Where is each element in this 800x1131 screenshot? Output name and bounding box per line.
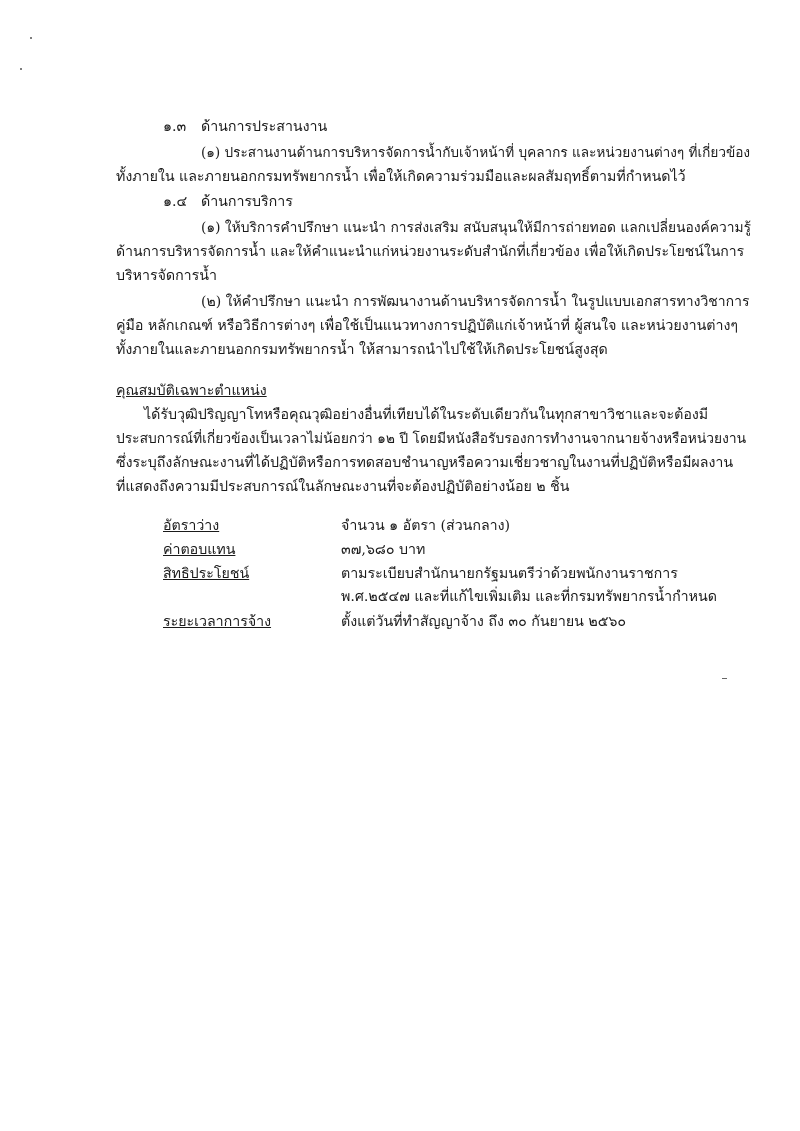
section-1-3-title: ด้านการประสานงาน bbox=[201, 119, 328, 135]
rate-label: อัตราว่าง bbox=[163, 518, 220, 534]
scan-speck bbox=[20, 68, 22, 70]
scan-speck bbox=[30, 37, 32, 39]
rate-value: จำนวน ๑ อัตรา (ส่วนกลาง) bbox=[341, 518, 511, 534]
section-1-4-item-1-line-3: บริหารจัดการน้ำ bbox=[116, 268, 217, 284]
section-1-4-item-2-line-2: คู่มือ หลักเกณฑ์ หรือวิธีการต่างๆ เพื่อใช้เป็นแนวทางการปฏิบัติแก่เจ้าหน้าที่ ผู้สนใจ และหน่วยงานต่างๆ bbox=[116, 318, 739, 334]
qualifications-line-2: ประสบการณ์ที่เกี่ยวข้องเป็นเวลาไม่น้อยกว่า ๑๒ ปี โดยมีหนังสือรับรองการทำงานจากนายจ้างหรือหน่วยงาน bbox=[116, 431, 747, 447]
section-1-3-item-1-line-1: (๑) ประสานงานด้านการบริหารจัดการน้ำกับเจ้าหน้าที่ บุคลากร และหน่วยงานต่างๆ ที่เกี่ยวข้อง bbox=[201, 145, 751, 161]
section-1-4-item-2-line-1: (๒) ให้คำปรึกษา แนะนำ การพัฒนางานด้านบริหารจัดการน้ำ ในรูปแบบเอกสารทางวิชาการ bbox=[201, 294, 750, 310]
benefits-label: สิทธิประโยชน์ bbox=[163, 566, 250, 582]
section-1-4-number: ๑.๔ bbox=[163, 194, 188, 210]
section-1-3-item-1-line-2: ทั้งภายใน และภายนอกกรมทรัพยากรน้ำ เพื่อให้เกิดความร่วมมือและผลสัมฤทธิ์ตามที่กำหนดไว้ bbox=[116, 169, 686, 185]
term-label: ระยะเวลาการจ้าง bbox=[163, 614, 272, 630]
section-1-4-item-1-line-1: (๑) ให้บริการคำปรึกษา แนะนำ การส่งเสริม สนับสนุนให้มีการถ่ายทอด แลกเปลี่ยนองค์ความรู้ bbox=[201, 220, 752, 236]
term-value: ตั้งแต่วันที่ทำสัญญาจ้าง ถึง ๓๐ กันยายน ๒๕๖๐ bbox=[341, 614, 627, 630]
qualifications-heading: คุณสมบัติเฉพาะตำแหน่ง bbox=[116, 383, 267, 399]
qualifications-line-4: ที่แสดงถึงความมีประสบการณ์ในลักษณะงานที่จะต้องปฏิบัติอย่างน้อย ๒ ชิ้น bbox=[116, 479, 570, 495]
benefits-value-line-2: พ.ศ.๒๕๔๗ และที่แก้ไขเพิ่มเติม และที่กรมทรัพยากรน้ำกำหนด bbox=[341, 589, 717, 605]
benefits-value-line-1: ตามระเบียบสำนักนายกรัฐมนตรีว่าด้วยพนักงานราชการ bbox=[341, 566, 678, 582]
qualifications-line-1: ได้รับวุฒิปริญญาโทหรือคุณวุฒิอย่างอื่นที่เทียบได้ในระดับเดียวกันในทุกสาขาวิชาและจะต้องมี bbox=[144, 407, 709, 423]
section-1-4-title: ด้านการบริการ bbox=[201, 194, 293, 210]
qualifications-line-3: ซึ่งระบุถึงลักษณะงานที่ได้ปฏิบัติหรือการทดสอบชำนาญหรือความเชี่ยวชาญในงานที่ปฏิบัติหรือมีผลงาน bbox=[116, 455, 734, 471]
section-1-4-item-2-line-3: ทั้งภายในและภายนอกกรมทรัพยากรน้ำ ให้สามารถนำไปใช้ให้เกิดประโยชน์สูงสุด bbox=[116, 342, 608, 358]
scan-mark bbox=[722, 678, 727, 679]
pay-label: ค่าตอบแทน bbox=[163, 542, 236, 558]
section-1-3-number: ๑.๓ bbox=[163, 119, 187, 135]
pay-value: ๓๗,๖๘๐ บาท bbox=[341, 542, 426, 558]
section-1-4-item-1-line-2: ด้านการบริหารจัดการน้ำ และให้คำแนะนำแก่หน่วยงานระดับสำนักที่เกี่ยวข้อง เพื่อให้เกิดประโยชน์ในการ bbox=[116, 244, 745, 260]
